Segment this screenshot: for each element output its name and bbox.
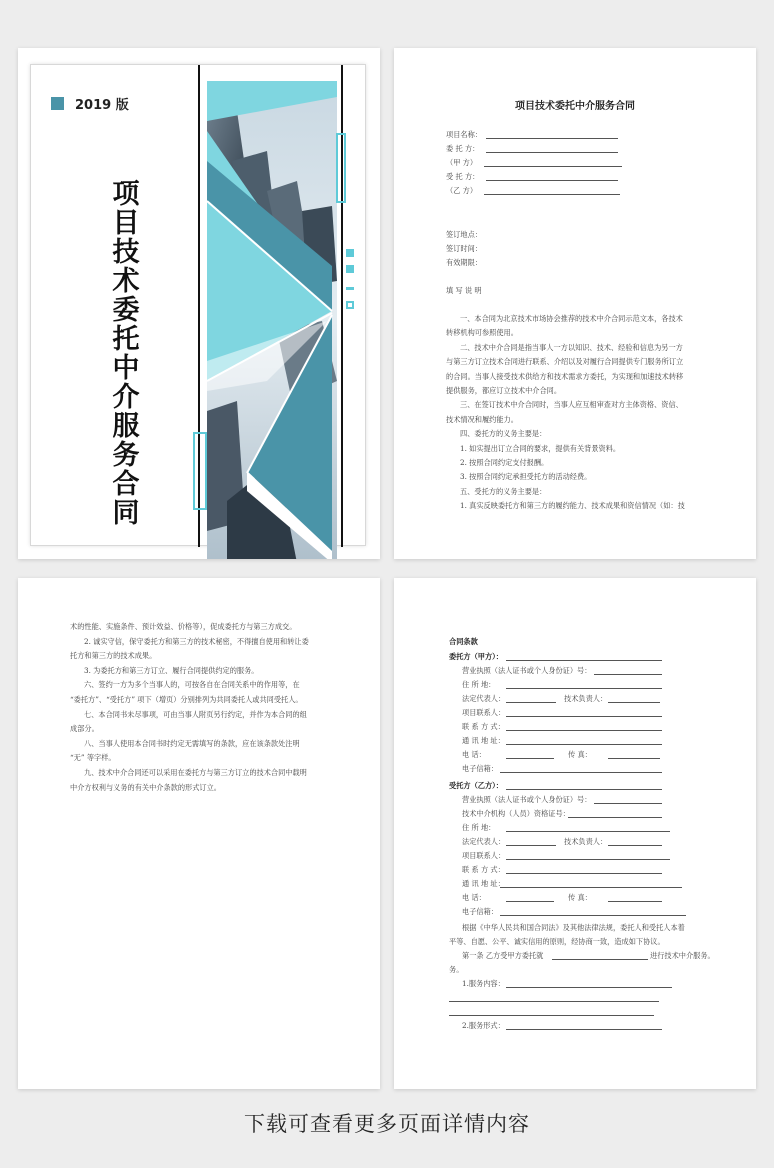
clause-line: 1.服务内容： (462, 979, 505, 988)
cover-title-char: 托 (112, 324, 140, 355)
party-b-heading: 受托方（乙方）： (449, 781, 503, 790)
field-underline (500, 887, 682, 888)
clause-underline (506, 987, 672, 988)
instruction-line: 2. 诚实守信，保守委托方和第三方的技术秘密，不得擅自使用和转让委 (84, 636, 309, 646)
party-field-label: （乙 方） (446, 186, 478, 195)
contract-terms-page (394, 578, 756, 1089)
cover-title-char: 同 (112, 498, 140, 529)
party-field-label: （甲 方） (446, 158, 478, 167)
party-a-field: 项目联系人： (462, 708, 506, 717)
party-a-underline (506, 660, 662, 661)
clause-underline (449, 1001, 659, 1002)
party-a-field: 电 话： (462, 750, 486, 759)
field-underline (608, 702, 660, 703)
cover-title-char: 介 (112, 382, 140, 413)
field-underline (500, 772, 662, 773)
party-b-field: 电子信箱： (462, 907, 498, 916)
instruction-line: 七、本合同书未尽事项，可由当事人附页另行约定，并作为本合同的组 (84, 709, 307, 719)
note-line: 转移机构可参照使用。 (446, 328, 518, 338)
clause-line: 第一条 乙方受甲方委托就 (462, 951, 544, 960)
clause-line: 平等、自愿、公平、诚实信用的原则，经协商一致，造成如下协议。 (449, 937, 665, 946)
party-b-field: 技术负责人： (564, 837, 608, 846)
field-underline (506, 730, 662, 731)
clause-line: 进行技术中介服务。 (650, 951, 715, 960)
clause-line: 根据《中华人民共和国合同法》及其他法律法规，委托人和受托人本着 (462, 923, 685, 932)
cover-page (18, 48, 380, 559)
contract-cover-page (394, 48, 756, 559)
party-a-field: 电子信箱： (462, 764, 498, 773)
cover-card (30, 64, 366, 546)
instruction-line: 中介方权利与义务的有关中介条款的形式订立。 (70, 782, 221, 792)
party-field-label: 受 托 方： (446, 172, 480, 181)
instruction-line: 八、当事人使用本合同书时约定无需填写的条款，应在该条款处注明 (84, 738, 300, 748)
field-underline (506, 873, 662, 874)
party-a-field: 传 真： (568, 750, 592, 759)
note-line: 1. 真实反映委托方和第三方的履约能力、技术成果和资信情况（如：技 (460, 501, 685, 511)
party-a-field: 住 所 地： (462, 680, 496, 689)
sign-field-label: 有效期限： (446, 258, 482, 267)
clause-underline (449, 1015, 654, 1016)
party-field-label: 项目名称： (446, 130, 482, 139)
party-b-field: 通 讯 地 址： (462, 879, 505, 888)
accent-bar-1 (336, 133, 346, 203)
instruction-line: 成部分。 (70, 724, 99, 734)
field-underline (506, 845, 556, 846)
accent-bar-4 (346, 287, 354, 290)
field-underline (608, 845, 662, 846)
field-underline (506, 702, 556, 703)
cover-title-char: 项 (112, 179, 140, 210)
field-underline (608, 758, 660, 759)
cover-title-char: 委 (112, 295, 140, 326)
instruction-line: 术的性能、实施条件、预计效益、价格等），促成委托方与第三方成交。 (70, 622, 297, 631)
instruction-line: 托方和第三方的技术成果。 (70, 651, 157, 661)
note-line: 技术情况和履约能力。 (446, 414, 518, 424)
field-underline (506, 831, 670, 832)
notes-heading: 填 写 说 明 (446, 286, 482, 295)
cover-title-char: 中 (112, 353, 140, 384)
field-underline (506, 688, 662, 689)
field-underline (594, 803, 662, 804)
note-line: 五、受托方的义务主要是： (460, 486, 547, 496)
note-line: 提供服务，都应订立技术中介合同。 (446, 386, 562, 395)
party-b-field: 电 话： (462, 893, 486, 902)
party-field-underline (486, 152, 618, 153)
party-a-field: 联 系 方 式： (462, 722, 505, 731)
field-underline (506, 716, 662, 717)
sign-field-label: 签订时间： (446, 244, 482, 253)
party-field-underline (486, 138, 618, 139)
doc-title: 项目技术委托中介服务合同 (515, 101, 635, 112)
cover-title-char: 合 (112, 469, 140, 500)
party-a-heading: 委托方（甲方）： (449, 652, 503, 661)
note-line: 2. 按照合同约定支付报酬。 (460, 458, 549, 467)
party-b-field: 住 所 地： (462, 823, 496, 832)
party-field-label: 委 托 方： (446, 144, 480, 153)
instructions-page (18, 578, 380, 1089)
party-b-field: 技术中介机构（人员）资格证号： (462, 809, 570, 818)
clause-underline (506, 1029, 662, 1030)
party-field-underline (484, 166, 622, 167)
note-line: 四、委托方的义务主要是： (460, 429, 547, 439)
instruction-line: “无” 等字样。 (70, 753, 116, 763)
clause-underline (552, 959, 648, 960)
note-line: 与第三方订立技术合同进行联系、介绍以及对履行合同提供专门服务所订立 (446, 357, 684, 367)
note-line: 1. 如实提出订立合同的要求，提供有关背景资料。 (460, 443, 621, 453)
party-a-field: 通 讯 地 址： (462, 736, 505, 745)
field-underline (506, 859, 670, 860)
party-field-underline (484, 194, 620, 195)
party-a-field: 法定代表人： (462, 694, 506, 703)
accent-bar-5 (346, 301, 354, 309)
field-underline (506, 758, 554, 759)
terms-heading: 合同条款 (449, 637, 478, 646)
accent-bar-2 (346, 249, 354, 257)
instruction-line: “委托方”、“受托方” 项下（增页）分别排列为共同委托人或共同受托人。 (70, 695, 303, 704)
field-underline (506, 744, 662, 745)
field-underline (500, 915, 686, 916)
field-underline (608, 901, 662, 902)
instruction-line: 六、签约一方为多个当事人的，可按各自在合同关系中的作用等，在 (84, 680, 300, 690)
cover-title-char: 目 (112, 208, 140, 239)
note-line: 一、本合同为北京技术市场协会推荐的技术中介合同示范文本，各技术 (460, 314, 683, 323)
party-b-field: 法定代表人： (462, 837, 506, 846)
party-a-field: 营业执照（法人证书或个人身份证）号： (462, 666, 592, 675)
accent-bar-3 (346, 265, 354, 273)
party-a-field: 技术负责人： (564, 694, 608, 703)
clause-line: 2.服务形式： (462, 1021, 505, 1030)
field-underline (594, 674, 662, 675)
version-label: 2019 版 (75, 98, 129, 113)
clause-line: 务。 (449, 965, 464, 974)
version-square-icon (51, 97, 64, 110)
party-b-field: 项目联系人： (462, 851, 506, 860)
cover-title-char: 术 (112, 266, 140, 297)
party-b-field: 传 真： (568, 893, 592, 902)
instruction-line: 九、技术中介合同还可以采用在委托方与第三方订立的技术合同中载明 (84, 768, 307, 777)
instruction-line: 3. 为委托方和第三方订立、履行合同提供约定的服务。 (84, 665, 259, 675)
cover-title-char: 服 (112, 411, 140, 442)
note-line: 二、技术中介合同是指当事人一方以知识、技术、经验和信息为另一方 (460, 342, 683, 352)
cover-title (109, 180, 143, 528)
sign-field-label: 签订地点： (446, 230, 482, 239)
note-line: 三、在签订技术中介合同时，当事人应互相审查对方主体资格、资信、 (460, 400, 683, 410)
note-line: 的合同。当事人接受技术供给方和技术需求方委托，为实现和加速技术转移 (446, 371, 684, 381)
party-field-underline (486, 180, 618, 181)
field-underline (506, 901, 554, 902)
party-b-underline (506, 789, 662, 790)
party-b-field: 营业执照（法人证书或个人身份证）号： (462, 795, 592, 804)
cover-title-char: 技 (112, 237, 140, 268)
accent-bar-6 (193, 432, 207, 510)
download-hint: 下载可查看更多页面详情内容 (244, 1112, 530, 1136)
note-line: 3. 按照合同约定承担受托方的活动经费。 (460, 472, 592, 482)
party-b-field: 联 系 方 式： (462, 865, 505, 874)
field-underline (568, 817, 662, 818)
cover-graphic (207, 81, 337, 559)
cover-title-char: 务 (112, 440, 140, 471)
